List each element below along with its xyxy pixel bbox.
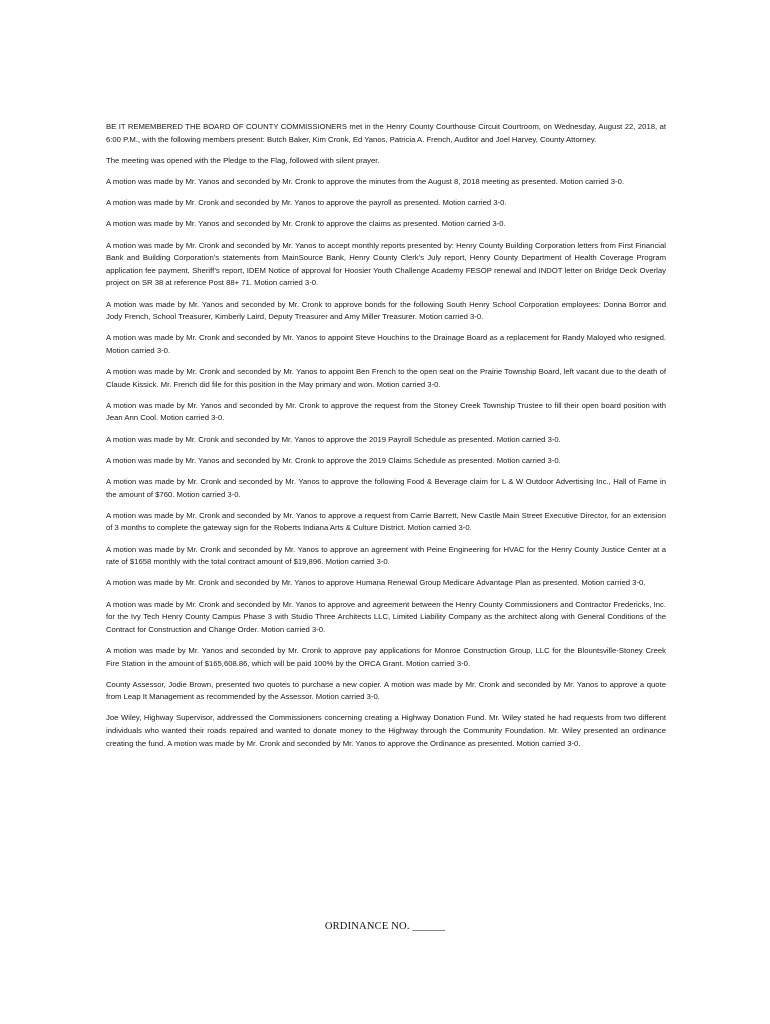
paragraph-motion-monroe-construction: A motion was made by Mr. Yanos and seconded by Mr. Cronk to approve pay applications for Monroe Construction Group, LLC for the Blountsville-Stoney Creek Fire Station in the amount of $165,608.86, which will be paid 100% by the ORCA Grant. Motion carried 3-0. xyxy=(106,645,666,668)
paragraph-highway-donation-fund: Joe Wiley, Highway Supervisor, addressed the Commissioners concerning creating a Highway Donation Fund. Mr. Wiley stated he had requests from two different individuals who wanted their roads repaired and wanted to donate money to the Highway through the Community Foundation. Mr. Wiley presented an ordinance creating the fund. A motion was made by Mr. Cronk and seconded by Mr. Yanos to approve the Ordinance as presented. Motion carried 3-0. xyxy=(106,713,666,748)
paragraph-motion-ivy-tech: A motion was made by Mr. Cronk and seconded by Mr. Yanos to approve and agreement between the Henry County Commissioners and Contractor Fredericks, Inc. for the Ivy Tech Henry County Campus Phase 3 with Studio Three Architects LLC, Limited Liability Company as the architect along with General Conditions of the Contract for Construction and Change Order. Motion carried 3-0. xyxy=(106,599,666,634)
paragraph-motion-stoney-creek: A motion was made by Mr. Yanos and seconded by Mr. Cronk to approve the request from the Stoney Creek Township Trustee to fill their open board position with Jean Ann Cool. Motion carried 3-0. xyxy=(106,400,666,423)
paragraph-motion-humana: A motion was made by Mr. Cronk and seconded by Mr. Yanos to approve Humana Renewal Group Medicare Advantage Plan as presented. Motion carried 3-0. xyxy=(106,578,646,588)
minutes-body xyxy=(106,121,666,759)
paragraph-assessor-copier: County Assessor, Jodie Brown, presented two quotes to purchase a new copier. A motion was made by Mr. Cronk and seconded by Mr. Yanos to approve a quote from Leap It Management as recommended by the Assessor. Motion carried 3-0. xyxy=(106,679,666,702)
paragraph-pledge: The meeting was opened with the Pledge to the Flag, followed with silent prayer. xyxy=(106,155,380,165)
paragraph-motion-minutes: A motion was made by Mr. Yanos and seconded by Mr. Cronk to approve the minutes from the August 8, 2018 meeting as presented. Motion carried 3-0. xyxy=(106,176,625,186)
paragraph-motion-bonds: A motion was made by Mr. Yanos and seconded by Mr. Cronk to approve bonds for the following South Henry School Corporation employees: Donna Borror and Jody French, School Treasurer, Kimberly Laird, Deputy Treasurer and Amy Miller Treasurer. Motion carried 3-0. xyxy=(106,299,666,322)
paragraph-motion-food-beverage: A motion was made by Mr. Cronk and seconded by Mr. Yanos to approve the following Food & Beverage claim for L & W Outdoor Advertising Inc., Hall of Fame in the amount of $760. Motion carried 3-0. xyxy=(106,477,666,499)
paragraph-motion-drainage-board: A motion was made by Mr. Cronk and seconded by Mr. Yanos to appoint Steve Houchins to the Drainage Board as a replacement for Randy Maloyed who resigned. Motion carried 3-0. xyxy=(106,333,666,355)
paragraph-motion-payroll: A motion was made by Mr. Cronk and seconded by Mr. Yanos to approve the payroll as presented. Motion carried 3-0. xyxy=(106,198,507,208)
paragraph-motion-monthly-reports: A motion was made by Mr. Cronk and seconded by Mr. Yanos to accept monthly reports presented by: Henry County Building Corporation letters from First Financial Bank and Building Corporation’s statements from MainSource Bank, Henry County Clerk’s July report, Henry County Department of Health Coverage Program application fee payment, Sheriff’s report, IDEM Notice of approval for Hoosier Youth Challenge Academy FESOP renewal and INDOT letter on Bridge Deck Overlay project on SR 38 at reference Post 88+ 71. Motion carried 3-0. xyxy=(106,240,666,288)
paragraph-opening: BE IT REMEMBERED THE BOARD OF COUNTY COMMISSIONERS met in the Henry County Courthouse Circuit Courtroom, on Wednesday, August 22, 2018, at 6:00 P.M., with the following members present: Butch Baker, Kim Cronk, Ed Yanos, Patricia A. French, Auditor and Joel Harvey, County Attorney. xyxy=(106,122,666,144)
paragraph-motion-claims-schedule: A motion was made by Mr. Yanos and seconded by Mr. Cronk to approve the 2019 Claims Schedule as presented. Motion carried 3-0. xyxy=(106,455,561,465)
paragraph-motion-payroll-schedule: A motion was made by Mr. Cronk and seconded by Mr. Yanos to approve the 2019 Payroll Schedule as presented. Motion carried 3-0. xyxy=(106,434,561,444)
paragraph-motion-claims: A motion was made by Mr. Yanos and seconded by Mr. Cronk to approve the claims as presented. Motion carried 3-0. xyxy=(106,219,506,229)
ordinance-heading: ORDINANCE NO. ______ xyxy=(324,921,446,932)
paragraph-motion-main-street: A motion was made by Mr. Cronk and seconded by Mr. Yanos to approve a request from Carrie Barrett, New Castle Main Street Executive Director, for an extension of 3 months to complete the gateway sign for the Roberts Indiana Arts & Culture District. Motion carried 3-0. xyxy=(106,510,666,533)
paragraph-motion-prairie-township: A motion was made by Mr. Cronk and seconded by Mr. Yanos to appoint Ben French to the open seat on the Prairie Township Board, left vacant due to the death of Claude Kissick. Mr. French did file for this position in the May primary and won. Motion carried 3-0. xyxy=(106,367,666,389)
paragraph-motion-peine-engineering: A motion was made by Mr. Cronk and seconded by Mr. Yanos to approve an agreement with Peine Engineering for HVAC for the Henry County Justice Center at a rate of $1658 monthly with the total contract amount of $19,896. Motion carried 3-0. xyxy=(106,544,666,567)
